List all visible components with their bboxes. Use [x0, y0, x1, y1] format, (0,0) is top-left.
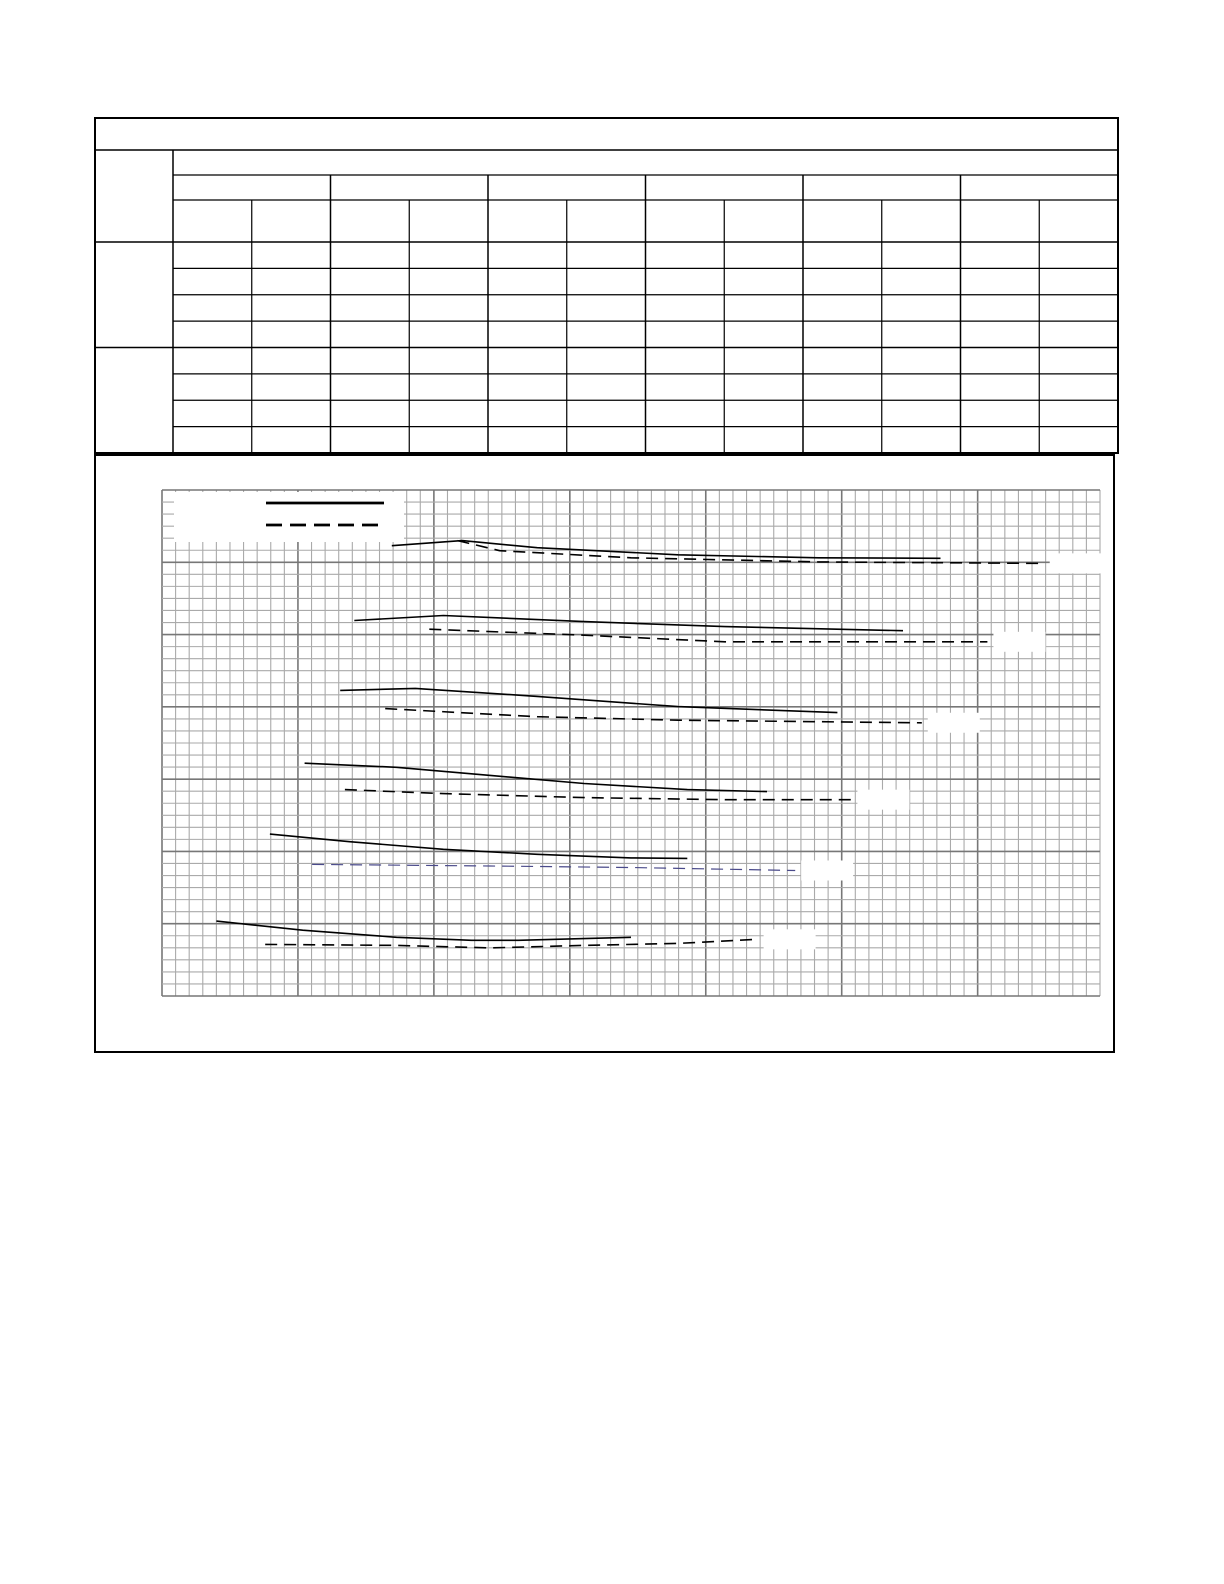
- curve-label-background: [993, 632, 1045, 652]
- curve-label-background: [928, 713, 980, 733]
- chart-grid: [162, 490, 1100, 996]
- dashed-curve: [458, 541, 1044, 564]
- chart-panel: [95, 455, 1114, 1052]
- curve-label-background: [1050, 553, 1102, 573]
- curve-label-background: [801, 861, 853, 881]
- curve-label-background: [764, 929, 816, 949]
- chart-frame: [95, 455, 1114, 1052]
- legend-background: [174, 492, 404, 542]
- solid-curve: [392, 541, 941, 559]
- curve-label-background: [857, 790, 909, 810]
- data-table: [95, 118, 1118, 453]
- solid-curve: [340, 688, 837, 712]
- dashed-curve: [429, 629, 987, 642]
- table-frame: [95, 118, 1118, 453]
- solid-curve: [354, 616, 903, 631]
- chart-legend: [174, 492, 404, 542]
- dashed-curve: [312, 864, 795, 870]
